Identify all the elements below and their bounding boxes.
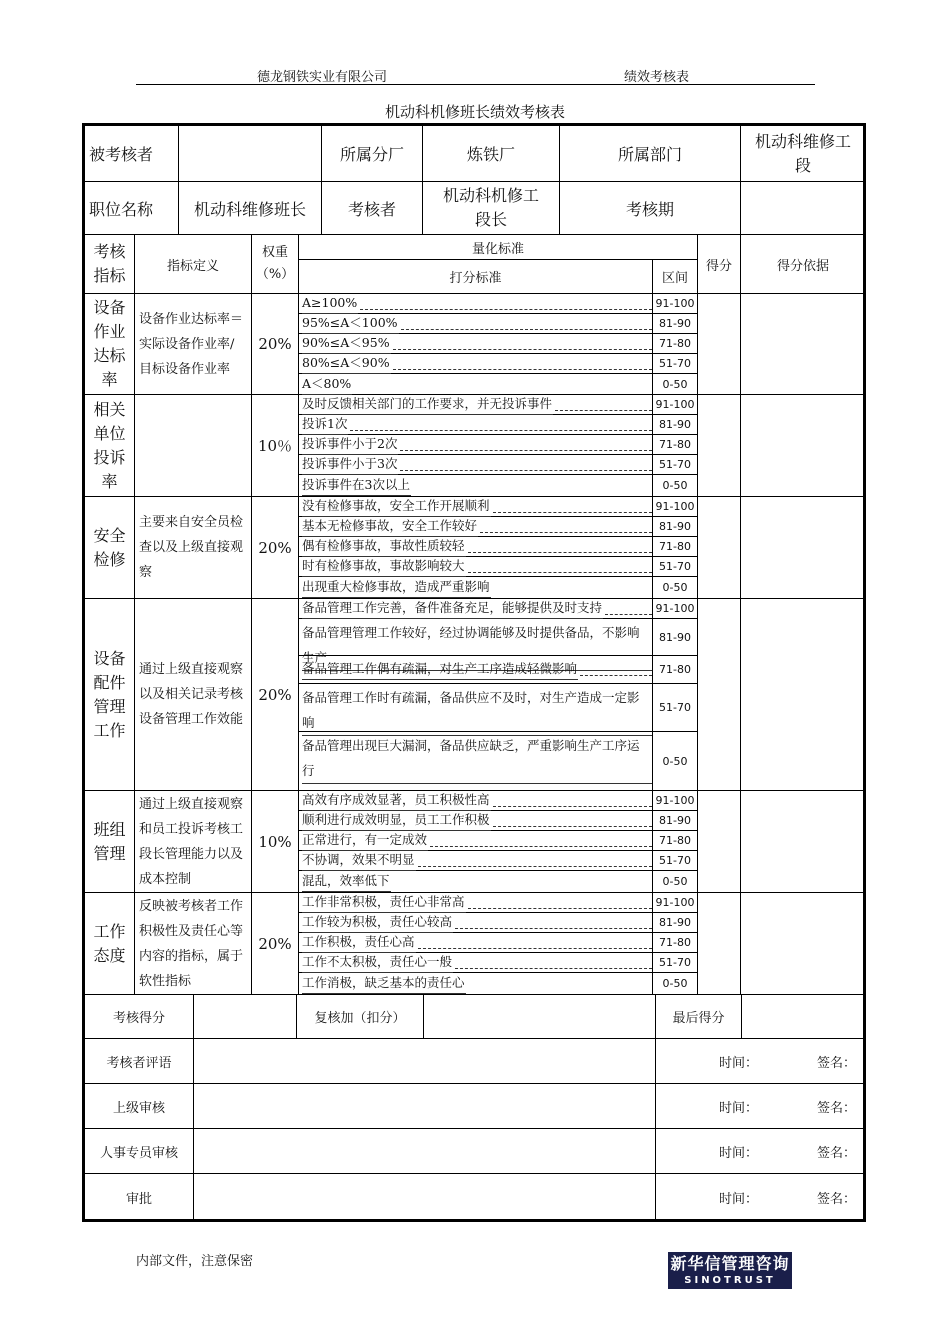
company-name: 德龙钢铁实业有限公司 — [257, 70, 388, 85]
criteria-text: 不协调，效果不明显 — [302, 850, 416, 871]
approval-sign-label: 签名： — [817, 1145, 857, 1161]
criteria-text: 时有检修事故，事故影响较大 — [302, 556, 466, 577]
criteria-range: 81-90 — [653, 314, 698, 334]
criteria-leader — [360, 309, 652, 310]
criteria-row — [299, 517, 653, 537]
criteria-range: 81-90 — [653, 913, 698, 933]
branch-label: 所属分厂 — [322, 126, 423, 182]
criteria-leader — [493, 826, 652, 827]
basis-cell[interactable] — [741, 497, 866, 599]
criteria-text: 混乱，效率低下 — [302, 871, 391, 892]
basis-cell[interactable] — [741, 893, 866, 995]
criteria-row — [299, 871, 653, 893]
criteria-range: 81-90 — [653, 517, 698, 537]
criteria-row — [299, 811, 653, 831]
criteria-text: 90%≤A＜95% — [302, 333, 391, 354]
col-quant: 量化标准 — [299, 235, 698, 260]
review-label: 复核加（扣分） — [297, 995, 424, 1039]
criteria-text: A≥100% — [302, 293, 358, 314]
criteria-range: 71-80 — [653, 656, 698, 684]
criteria-range: 91-100 — [653, 791, 698, 811]
col-indicator: 考核指标 — [85, 235, 135, 294]
col-basis: 得分依据 — [741, 235, 866, 294]
score-label: 考核得分 — [85, 995, 194, 1039]
indicator-definition: 通过上级直接观察和员工投诉考核工段长管理能力以及成本控制 — [135, 791, 252, 893]
criteria-range: 81-90 — [653, 415, 698, 435]
approval-time-label: 时间： — [719, 1100, 759, 1116]
indicator-definition: 反映被考核者工作积极性及责任心等内容的指标，属于软性指标 — [135, 893, 252, 995]
criteria-text: 顺利进行成效明显，员工工作积极 — [302, 810, 491, 831]
col-criteria: 打分标准 — [299, 260, 653, 294]
indicator-name: 工作态度 — [85, 893, 135, 995]
criteria-leader — [493, 512, 652, 513]
criteria-row — [299, 656, 653, 684]
approval-sign-area[interactable] — [656, 1174, 866, 1222]
criteria-text: 备品管理出现巨大漏洞，备品供应缺乏，严重影响生产工序运行 — [302, 733, 652, 784]
criteria-row — [299, 791, 653, 811]
criteria-row — [299, 831, 653, 851]
criteria-text: 工作积极，责任心高 — [302, 932, 416, 953]
criteria-text: 投诉事件小于2次 — [302, 434, 398, 455]
criteria-row — [299, 354, 653, 374]
indicator-weight: 10％ — [252, 395, 299, 497]
indicator-weight: 20% — [252, 599, 299, 791]
dept-label: 所属部门 — [560, 126, 741, 182]
criteria-text: A＜80% — [302, 374, 352, 395]
criteria-leader — [455, 928, 652, 929]
approval-label: 上级审核 — [85, 1084, 194, 1129]
criteria-range: 0-50 — [653, 871, 698, 893]
criteria-leader — [400, 470, 652, 471]
criteria-range: 0-50 — [653, 374, 698, 395]
criteria-range: 71-80 — [653, 537, 698, 557]
criteria-row — [299, 599, 653, 619]
criteria-row — [299, 973, 653, 995]
criteria-text: 备品管理管理工作较好，经过协调能够及时提供备品，不影响生产 — [302, 620, 652, 671]
indicator-name: 相关单位投诉率 — [85, 395, 135, 497]
criteria-row — [299, 435, 653, 455]
indicator-definition: 通过上级直接观察以及相关记录考核设备管理工作效能 — [135, 599, 252, 791]
approval-sign-area[interactable] — [656, 1039, 866, 1084]
approval-comment[interactable] — [194, 1084, 656, 1129]
col-range: 区间 — [653, 260, 698, 294]
criteria-range: 51-70 — [653, 953, 698, 973]
criteria-range: 71-80 — [653, 831, 698, 851]
header-rule — [136, 84, 815, 85]
basis-cell[interactable] — [741, 599, 866, 791]
assessee-label: 被考核者 — [85, 126, 179, 182]
assessment-table — [82, 123, 866, 1222]
approval-comment[interactable] — [194, 1174, 656, 1222]
criteria-range: 51-70 — [653, 684, 698, 732]
logo-en: SINOTRUST — [684, 1275, 776, 1286]
criteria-range: 81-90 — [653, 811, 698, 831]
criteria-text: 备品管理工作完善，备件准备充足，能够提供及时支持 — [302, 598, 603, 619]
criteria-range: 0-50 — [653, 475, 698, 497]
criteria-text: 工作较为积极，责任心较高 — [302, 912, 453, 933]
criteria-text: 工作非常积极，责任心非常高 — [302, 892, 466, 913]
criteria-row — [299, 953, 653, 973]
score-value[interactable] — [194, 995, 297, 1039]
indicator-weight: 20% — [252, 893, 299, 995]
criteria-leader — [418, 866, 652, 867]
criteria-row — [299, 497, 653, 517]
criteria-text: 基本无检修事故，安全工作较好 — [302, 516, 478, 537]
approval-sign-area[interactable] — [656, 1129, 866, 1174]
criteria-row — [299, 577, 653, 599]
final-label: 最后得分 — [656, 995, 742, 1039]
criteria-row — [299, 537, 653, 557]
criteria-range: 71-80 — [653, 435, 698, 455]
company-logo — [668, 1252, 792, 1289]
criteria-row — [299, 415, 653, 435]
indicator-name: 设备作业达标率 — [85, 294, 135, 395]
criteria-row — [299, 314, 653, 334]
criteria-row — [299, 851, 653, 871]
indicator-definition: 设备作业达标率＝实际设备作业率/目标设备作业率 — [135, 294, 252, 395]
criteria-row — [299, 933, 653, 953]
score-cell[interactable] — [698, 497, 741, 599]
criteria-row — [299, 732, 653, 791]
criteria-text: 偶有检修事故，事故性质较轻 — [302, 536, 466, 557]
approval-sign-area[interactable] — [656, 1084, 866, 1129]
approval-label: 考核者评语 — [85, 1039, 194, 1084]
criteria-text: 投诉1次 — [302, 414, 348, 435]
criteria-range: 91-100 — [653, 497, 698, 517]
criteria-text: 80%≤A＜90% — [302, 353, 391, 374]
basis-cell[interactable] — [741, 294, 866, 395]
logo-cn: 新华信管理咨询 — [670, 1254, 790, 1273]
approval-time-label: 时间： — [719, 1055, 759, 1071]
assessor-value: 机动科机修工段长 — [423, 182, 560, 235]
criteria-range: 91-100 — [653, 395, 698, 415]
basis-cell[interactable] — [741, 791, 866, 893]
criteria-row — [299, 684, 653, 732]
approval-sign-label: 签名： — [817, 1055, 857, 1071]
indicator-definition — [135, 395, 252, 497]
criteria-leader — [468, 552, 652, 553]
score-cell[interactable] — [698, 395, 741, 497]
col-weight: 权重（%） — [252, 235, 299, 294]
criteria-range: 71-80 — [653, 334, 698, 354]
criteria-row — [299, 395, 653, 415]
criteria-text: 95%≤A＜100% — [302, 313, 399, 334]
criteria-range: 0-50 — [653, 577, 698, 599]
approval-sign-label: 签名： — [817, 1100, 857, 1116]
criteria-range: 91-100 — [653, 294, 698, 314]
criteria-leader — [480, 532, 652, 533]
criteria-leader — [605, 614, 652, 615]
criteria-leader — [493, 806, 652, 807]
score-cell[interactable] — [698, 893, 741, 995]
criteria-row — [299, 475, 653, 497]
approval-sign-label: 签名： — [817, 1192, 857, 1207]
criteria-leader — [455, 968, 652, 969]
col-score: 得分 — [698, 235, 741, 294]
indicator-weight: 10% — [252, 791, 299, 893]
criteria-range: 0-50 — [653, 732, 698, 791]
col-definition: 指标定义 — [135, 235, 252, 294]
criteria-range: 51-70 — [653, 557, 698, 577]
score-cell[interactable] — [698, 599, 741, 791]
indicator-definition: 主要来自安全员检查以及上级直接观察 — [135, 497, 252, 599]
approval-time-label: 时间： — [719, 1145, 759, 1161]
basis-cell[interactable] — [741, 395, 866, 497]
criteria-text: 投诉事件在3次以上 — [302, 475, 411, 496]
criteria-row — [299, 557, 653, 577]
indicator-name: 安全检修 — [85, 497, 135, 599]
approval-label: 审批 — [85, 1174, 194, 1222]
position-label: 职位名称 — [85, 182, 179, 235]
criteria-text: 备品管理工作偶有疏漏，对生产工序造成轻微影响 — [302, 659, 578, 680]
approval-time-label: 时间： — [719, 1192, 759, 1207]
criteria-leader — [393, 349, 652, 350]
criteria-row — [299, 374, 653, 395]
score-cell[interactable] — [698, 791, 741, 893]
criteria-row — [299, 334, 653, 354]
criteria-row — [299, 455, 653, 475]
criteria-range: 91-100 — [653, 599, 698, 619]
assessor-label: 考核者 — [322, 182, 423, 235]
criteria-text: 正常进行，有一定成效 — [302, 830, 428, 851]
criteria-leader — [430, 846, 652, 847]
criteria-row — [299, 619, 653, 665]
doc-type: 绩效考核表 — [624, 70, 690, 85]
criteria-range: 81-90 — [653, 619, 698, 656]
criteria-text: 工作不太积极，责任心一般 — [302, 952, 453, 973]
criteria-leader — [580, 675, 652, 676]
indicator-weight: 20% — [252, 497, 299, 599]
branch-value: 炼铁厂 — [423, 126, 560, 182]
criteria-leader — [555, 410, 652, 411]
criteria-leader — [418, 948, 652, 949]
criteria-range: 51-70 — [653, 354, 698, 374]
dept-value: 机动科维修工段 — [741, 126, 866, 182]
period-label: 考核期 — [560, 182, 741, 235]
criteria-text: 备品管理工作时有疏漏，备品供应不及时，对生产造成一定影响 — [302, 685, 652, 736]
criteria-range: 0-50 — [653, 973, 698, 995]
review-value[interactable] — [424, 995, 656, 1039]
position-value: 机动科维修班长 — [179, 182, 322, 235]
criteria-range: 51-70 — [653, 455, 698, 475]
criteria-range: 71-80 — [653, 933, 698, 953]
criteria-row — [299, 893, 653, 913]
criteria-row — [299, 913, 653, 933]
criteria-leader — [400, 450, 652, 451]
indicator-name: 班组管理 — [85, 791, 135, 893]
criteria-row — [299, 294, 653, 314]
criteria-range: 91-100 — [653, 893, 698, 913]
criteria-leader — [401, 329, 652, 330]
criteria-leader — [350, 430, 652, 431]
criteria-leader — [393, 369, 652, 370]
criteria-text: 投诉事件小于3次 — [302, 454, 398, 475]
criteria-leader — [468, 572, 652, 573]
indicator-name: 设备配件管理工作 — [85, 599, 135, 791]
period-value[interactable] — [741, 182, 866, 235]
criteria-text: 工作消极，缺乏基本的责任心 — [302, 973, 466, 994]
criteria-text: 及时反馈相关部门的工作要求，并无投诉事件 — [302, 394, 553, 415]
approval-label: 人事专员审核 — [85, 1129, 194, 1174]
approval-comment[interactable] — [194, 1129, 656, 1174]
approval-comment[interactable] — [194, 1039, 656, 1084]
criteria-leader — [468, 908, 652, 909]
indicator-weight: 20% — [252, 294, 299, 395]
assessee-value[interactable] — [179, 126, 322, 182]
criteria-text: 出现重大检修事故，造成严重影响 — [302, 577, 491, 598]
criteria-text: 高效有序成效显著，员工积极性高 — [302, 790, 491, 811]
criteria-range: 51-70 — [653, 851, 698, 871]
page-title: 机动科机修班长绩效考核表 — [384, 103, 565, 121]
confidential-note: 内部文件，注意保密 — [136, 1254, 254, 1269]
criteria-text: 没有检修事故，安全工作开展顺利 — [302, 496, 491, 517]
final-value[interactable] — [742, 995, 866, 1039]
score-cell[interactable] — [698, 294, 741, 395]
